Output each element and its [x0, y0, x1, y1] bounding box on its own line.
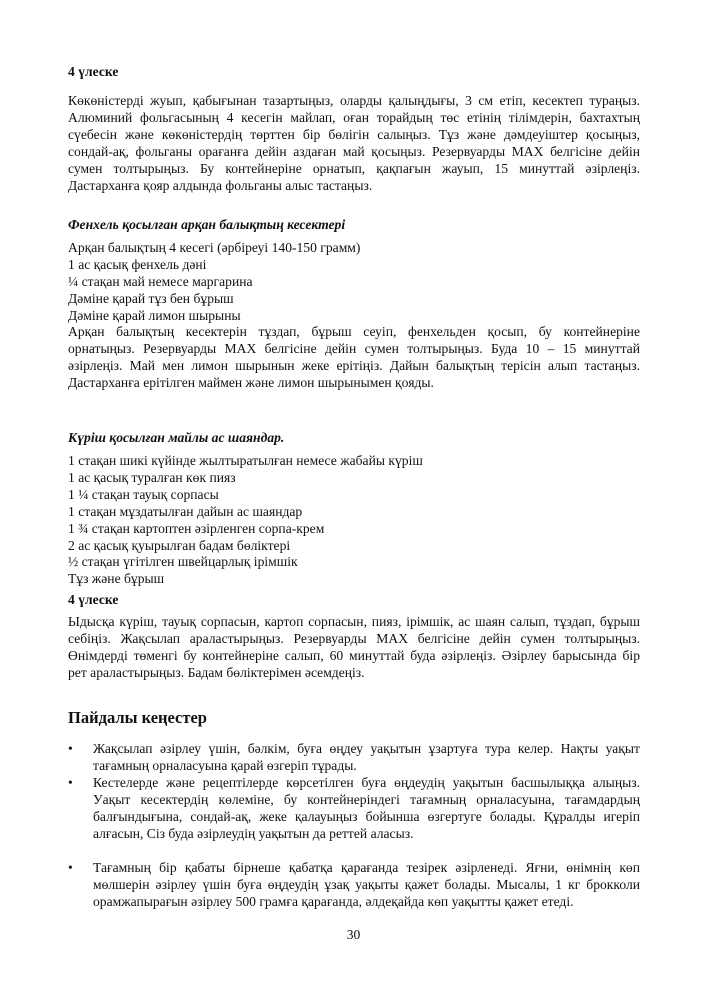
text-line: 1 ¾ стақан картоптен әзірленген сорпа-крем: [68, 520, 325, 536]
text-line: Өнімдерді төменгі бу контейнеріне салып, 60 минуттай буда әзірлеңіз. Әзірлеу барысында бір: [68, 647, 640, 663]
tip-text: [93, 775, 640, 843]
text-line: Дәміне қарай тұз бен бұрыш: [68, 290, 234, 306]
bullet-icon: •: [68, 741, 73, 756]
text-line: Дәміне қарай лимон шырыны: [68, 307, 241, 323]
text-line: Кестелерде және рецептілерде көрсетілген буға өңдеудің уақытын басшылыққа алыңыз.: [93, 775, 640, 790]
text-line: Уақыт кесектердің көлеміне, бу контейнеріндегі тағамның орналасуына, тағамдардың: [93, 791, 640, 807]
bullet-icon: •: [68, 775, 73, 790]
text-line: Алюминий фольгасының 4 кесегін майлап, оған торайдың төс етінің тілімдерін, бахтахтың: [68, 109, 640, 125]
servings-heading: 4 үлеске: [68, 64, 119, 79]
instructions-paragraph: [68, 614, 640, 682]
text-line: ¼ стақан май немесе маргарина: [68, 273, 253, 289]
text-line: себіңіз. Жақсылап араластырыңыз. Резервуарды MAX белгісіне дейін сумен толтырыңыз.: [68, 630, 640, 646]
text-line: сондай-ақ, фольганы орағанға дейін аздаған май қосыңыз. Резервуарды MAX белгісіне дейін: [68, 143, 640, 159]
text-line: 2 ас қасық қуырылған бадам бөліктері: [68, 537, 291, 553]
instructions-paragraph: [68, 93, 640, 194]
tips-heading: Пайдалы кеңестер: [68, 708, 207, 727]
text-line: 1 стақан мұздатылған дайын ас шаяндар: [68, 503, 303, 519]
text-line: 1 ас қасық фенхель дәні: [68, 256, 207, 272]
text-line: балғындығына, сондай-ақ, жеке қалауыңыз бойынша өзгертуге болады. Құралды игеріп: [93, 808, 640, 824]
text-line: орнатыңыз. Резервуарды MAX белгісіне дейін сумен толтырыңыз. Буда 10 – 15 минуттай: [68, 340, 640, 356]
tip-item: [68, 860, 640, 911]
text-line: Дастарханға ерітілген маймен және лимон шырынымен қояды.: [68, 374, 434, 390]
text-line: Дастарханға қояр алдында фольганы алыс тастаңыз.: [68, 177, 373, 193]
tip-text: [93, 860, 640, 911]
text-line: Жақсылап әзірлеу үшін, бәлкім, буға өңдеу уақытын ұзартуға тура келер. Нақты уақыт: [93, 741, 640, 756]
text-line: Арқан балықтың кесектерін тұздап, бұрыш сеуіп, фенхельден қосып, бу контейнеріне: [68, 324, 640, 339]
recipe-title: Фенхель қосылған арқан балықтың кесектері: [68, 217, 346, 232]
servings-heading: 4 үлеске: [68, 592, 119, 607]
instructions-paragraph: [68, 324, 640, 392]
text-line: 1 ас қасық туралған көк пияз: [68, 469, 236, 485]
ingredients-list: [68, 453, 640, 588]
text-line: Тұз және бұрыш: [68, 571, 165, 587]
text-line: Ыдысқа күріш, тауық сорпасын, картоп сорпасын, пияз, ірімшік, ас шаян салып, тұздап, бұрыш: [68, 614, 640, 629]
text-line: рет араластырыңыз. Бадам бөліктерімен әсемдеңіз.: [68, 664, 365, 680]
text-line: Арқан балықтың 4 кесегі (әрбіреуі 140-150 грамм): [68, 240, 361, 255]
text-line: тағамның орналасуына қарай өзгеріп тұрады.: [93, 757, 357, 773]
tip-text: [93, 741, 640, 775]
text-line: сүебесін және көкөністердің төрттен бір бөлігін салыңыз. Тұз және дәмдеуіштер қосыңыз,: [68, 126, 640, 142]
text-line: сумен толтырыңыз. Бу контейнеріне орнатып, қақпағын жауып, 15 минуттай әзірлеңіз.: [68, 160, 640, 176]
text-line: мөлшерін әзірлеу үшін буға өңдеудің ұзақ уақыты қажет болады. Мысалы, 1 кг брокколи: [93, 876, 640, 892]
text-line: орамжапырағын әзірлеу 500 грамға қарағанда, әлдеқайда көп уақытты қажет етеді.: [93, 893, 574, 909]
text-line: алғасын, Сіз буда әзірлеудің уақытын да реттей аласыз.: [93, 825, 414, 841]
text-line: Тағамның бір қабаты бірнеше қабатқа қарағанда тезірек әзірленеді. Яғни, өнімнің көп: [93, 860, 640, 875]
recipe-title: Күріш қосылған майлы ас шаяндар.: [68, 430, 285, 445]
text-line: Көкөністерді жуып, қабығынан тазартыңыз, оларды қалыңдығы, 3 см етіп, кесектеп тураңыз.: [68, 93, 640, 108]
text-line: 1 ¼ стақан тауық сорпасы: [68, 486, 219, 502]
tip-item: [68, 775, 640, 843]
text-line: 1 стақан шикі күйінде жылтыратылған немесе жабайы күріш: [68, 453, 423, 468]
tip-item: [68, 741, 640, 775]
ingredients-list: [68, 240, 640, 325]
bullet-icon: •: [68, 860, 73, 875]
text-line: ½ стақан үгітілген швейцарлық ірімшік: [68, 554, 298, 570]
text-line: әзірлеңіз. Май мен лимон шырынын жеке ерітіңіз. Дайын балықтың терісін алып тастаңыз.: [68, 357, 640, 373]
page-number: 30: [346, 927, 361, 942]
